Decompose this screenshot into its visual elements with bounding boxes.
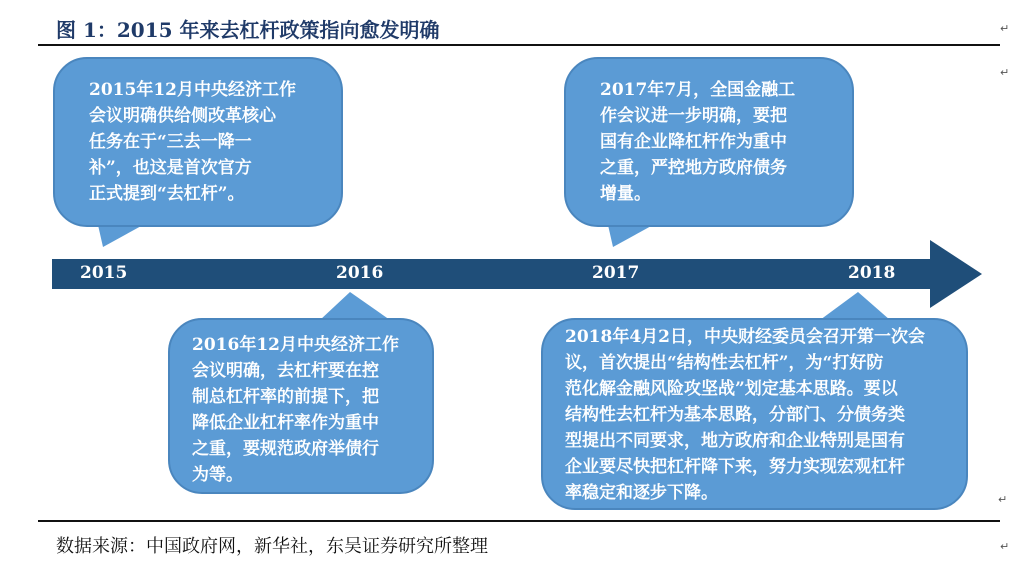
bottom-rule [38,520,1000,522]
year-2016-label: 2016 [336,263,384,283]
paragraph-mark: ↵ [1000,540,1010,553]
callout-2017 [564,57,854,227]
callout-2018-text: 2018年4月2日，中央财经委员会召开第一次会 议，首次提出“结构性去杠杆”，为“打好防 范化解金融风险攻坚战”划定基本思路。要以 结构性去杠杆为基本思路，分部门、分债务类 型提出不同要求，地方政府和企业特别是国有 企业要尽快把杠杆降下来，努力实现宏观杠杆 率稳定和逐步下降。 [565,327,925,503]
callout-2018 [541,318,968,510]
callout-tail-2015 [95,225,155,251]
figure-title: 图 1：2015 年来去杠杆政策指向愈发明确 [56,18,440,42]
paragraph-mark: ↵ [1000,22,1010,35]
year-2017-label: 2017 [592,263,640,283]
callout-tail-2017 [605,225,665,251]
timeline-arrow-body [52,259,932,289]
callout-2016-text: 2016年12月中央经济工作 会议明确，去杠杆要在控 制总杠杆率的前提下，把 降低企业杠杆率作为重中 之重，要规范政府举债行 为等。 [192,335,399,485]
callout-2015 [53,57,343,227]
year-2018-label: 2018 [848,263,896,283]
year-2015-label: 2015 [80,263,128,283]
source-note: 数据来源：中国政府网，新华社，东吴证券研究所整理 [56,536,488,557]
callout-2015-text: 2015年12月中央经济工作 会议明确供给侧改革核心 任务在于“三去一降一 补”，也这是首次官方 正式提到“去杠杆”。 [89,80,296,204]
paragraph-mark: ↵ [1000,66,1010,79]
timeline-arrowhead [930,240,982,308]
callout-2016 [168,318,434,494]
top-rule [38,44,1000,46]
callout-2017-text: 2017年7月，全国金融工 作会议进一步明确，要把 国有企业降杠杆作为重中 之重，严控地方政府债务 增量。 [600,80,796,204]
paragraph-mark: ↵ [998,493,1008,506]
